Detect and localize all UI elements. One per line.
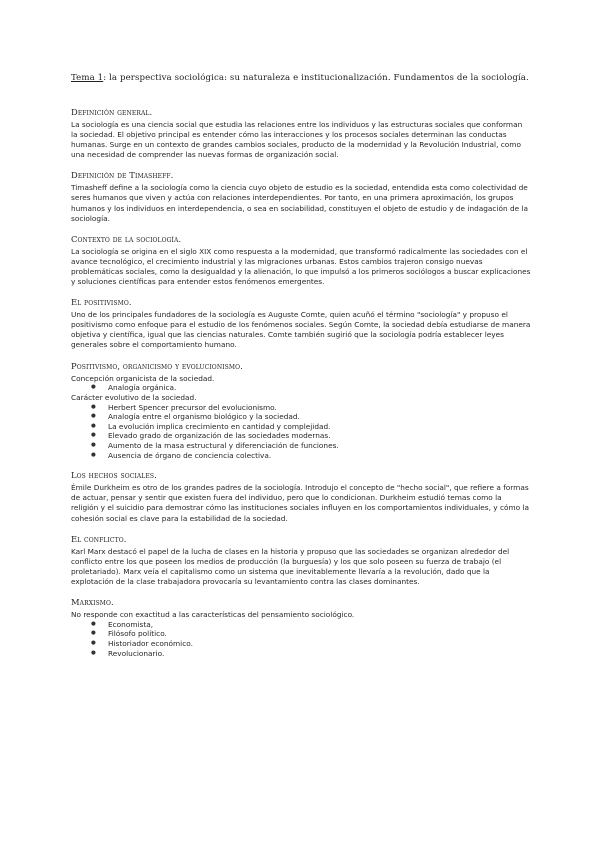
section-paragraph: Uno de los principales fundadores de la sociología es Auguste Comte, quien acuñó el término "sociología" y propuso el positivismo como enfoque para el estudio de los fenómenos sociales. Según Comte, la sociedad debía estudiarse de manera objetiva y científica, igual que las ciencias naturales. Comte también sugirió que la sociología podría establecer leyes generales sobre el comportamiento humano. [71,310,531,350]
list-item: ● Historiador económico. [91,639,531,649]
list-item: ● Revolucionario. [91,649,531,659]
list-item: ● Economista, [91,620,531,630]
section-definicion-timasheff [71,169,531,223]
section-paragraph: Timasheff define a la sociología como la ciencia cuyo objeto de estudio es la sociedad, entendida esta como colectividad de seres humanos que viven y actúa con relaciones interdependientes. Por tanto, en una primera aproximación, los grupos humanos y los individuos en interdependencia, o sea en sociabilidad, constituyen el objeto de estudio y de indagación de la sociología. [71,183,529,223]
list-intro-line: Carácter evolutivo de la sociedad. [71,392,197,402]
section-heading: Definición general. [71,107,153,117]
section-marxismo [71,596,531,658]
section-conflicto [71,533,531,587]
list-item: ● Herbert Spencer precursor del evolucionismo. [91,403,531,413]
section-heading: Marxismo. [71,597,114,607]
section-hechos-sociales [71,469,531,523]
section-paragraph: La sociología es una ciencia social que estudia las relaciones entre los individuos y las estructuras sociales que conforman la sociedad. El objetivo principal es entender cómo las interacciones y los procesos sociales determinan las conductas humanas. Surge en un contexto de grandes cambios sociales, producto de la modernidad y la Revolución Industrial, como una necesidad de comprender las nuevas formas de organización social. [71,120,523,160]
section-definicion-general [71,106,531,160]
list-item: ● Analogía orgánica. [91,383,531,393]
bullet-list [71,403,531,461]
list-item: ● Aumento de la masa estructural y diferenciación de funciones. [91,441,531,451]
document-title-lead: Tema 1 [71,73,104,83]
section-heading: Definición de Timasheff. [71,170,174,181]
section-heading: El positivismo. [71,297,132,308]
section-paragraph: Karl Marx destacó el papel de la lucha de clases en la historia y propuso que las sociedades se organizan alrededor del conflicto entre los que poseen los medios de producción (la burguesía) y los que solo poseen su fuerza de trabajo (el proletariado). Marx veía el capitalismo como un sistema que inevitablemente llevaría a la revolución, dado que la explotación de la clase trabajadora provocaría su levantamiento contra las clases dominantes. [71,546,510,586]
document-title [71,72,531,84]
list-item: ● Ausencia de órgano de conciencia colectiva. [91,451,531,461]
section-heading: Positivismo, organicismo y evolucionismo. [71,360,243,371]
section-positivismo [71,296,531,350]
section-paragraph: La sociología se origina en el siglo XIX como respuesta a la modernidad, que transformó radicalmente las sociedades con el avance tecnológico, el crecimiento industrial y las migraciones urbanas. Estos cambios trajeron consigo nuevas problemáticas sociales, como la desigualdad y la alienación, lo que impulsó a los primeros sociólogos a buscar explicaciones y soluciones científicas para entender estos fenómenos emergentes. [71,246,531,287]
document-title-rest: : la perspectiva sociológica: su naturaleza e institucionalización. Fundamentos de la sociología. [103,73,529,83]
section-heading: Los hechos sociales. [71,470,157,481]
section-organicismo [71,360,531,461]
section-heading: El conflicto. [71,533,127,544]
section-paragraph: Émile Durkheim es otro de los grandes padres de la sociología. Introdujo el concepto de "hecho social", que refiere a formas de actuar, pensar y sentir que existen fuera del individuo, pero que lo condicionan. Durkheim estudió temas como la religión y el suicidio para demostrar cómo las instituciones sociales influyen en los comportamientos individuales, y cómo la cohesión social es clave para la estabilidad de la sociedad. [71,483,530,523]
list-item: ● Filósofo político. [91,629,531,639]
list-item: ● Analogía entre el organismo biológico y la sociedad. [91,412,531,422]
bullet-list [71,383,531,393]
section-contexto [71,233,531,287]
document-content [71,72,531,667]
list-intro-line: No responde con exactitud a las características del pensamiento sociológico. [71,610,355,619]
list-intro-line: Concepción organicista de la sociedad. [71,373,215,383]
bullet-list [71,620,531,658]
section-heading: Contexto de la sociología. [71,233,182,244]
list-item: ● La evolución implica crecimiento en cantidad y complejidad. [91,422,531,432]
list-item: ● Elevado grado de organización de las sociedades modernas. [91,431,531,441]
